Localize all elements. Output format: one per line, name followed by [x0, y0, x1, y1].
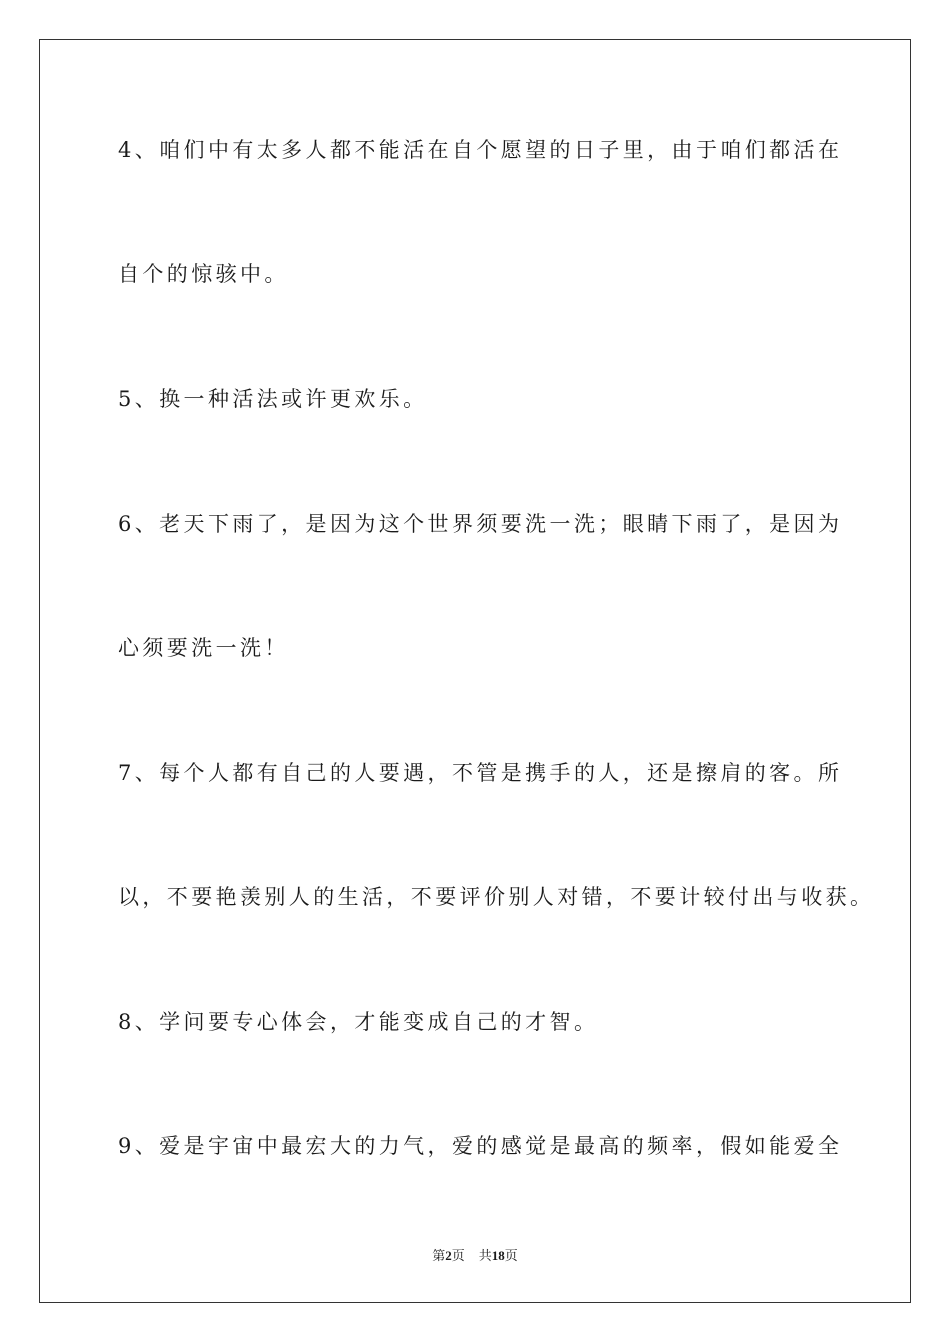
- text-line-item4-a: 4、咱们中有太多人都不能活在自个愿望的日子里，由于咱们都活在: [118, 138, 843, 162]
- page-border: [39, 39, 911, 1303]
- footer-total-suffix: 页: [504, 1248, 518, 1263]
- footer-page-number: 2: [445, 1248, 452, 1263]
- footer-page-suffix: 页: [451, 1248, 465, 1263]
- text-line-item5: 5、换一种活法或许更欢乐。: [118, 387, 428, 411]
- text-line-item6-a: 6、老天下雨了，是因为这个世界须要洗一洗；眼睛下雨了，是因为: [118, 512, 843, 536]
- text-line-item4-b: 自个的惊骇中。: [118, 262, 289, 286]
- text-line-item9: 9、爱是宇宙中最宏大的力气，爱的感觉是最高的频率，假如能爱全: [118, 1134, 843, 1158]
- text-line-item6-b: 心须要洗一洗！: [118, 636, 289, 660]
- footer-total-prefix: 共: [478, 1248, 492, 1263]
- page-footer: [0, 1249, 950, 1262]
- text-line-item7-a: 7、每个人都有自己的人要遇，不管是携手的人，还是擦肩的客。所: [118, 761, 843, 785]
- text-line-item8: 8、学问要专心体会，才能变成自己的才智。: [118, 1010, 599, 1034]
- footer-page-prefix: 第: [432, 1248, 446, 1263]
- footer-total-pages: 18: [491, 1248, 505, 1263]
- text-line-item7-b: 以，不要艳羡别人的生活，不要评价别人对错，不要计较付出与收获。: [118, 885, 875, 909]
